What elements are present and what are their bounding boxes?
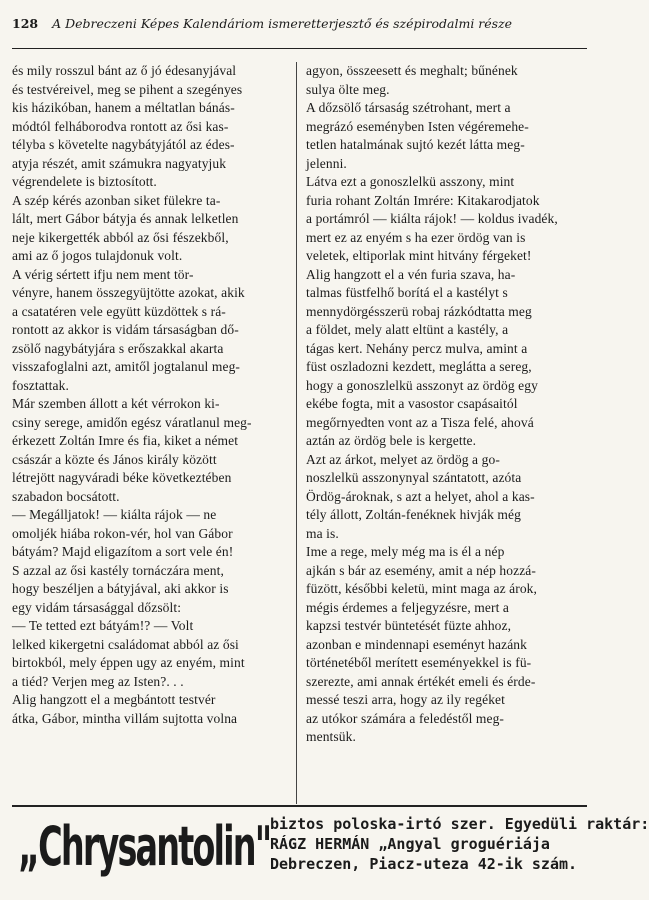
text-line: télyba s követelte nagybátyjától az édes-: [12, 137, 235, 152]
text-line: zsölő nagybátyjára s erőszakkal akarta: [12, 340, 224, 356]
text-line: az utókor számára a feledéstől meg-: [306, 710, 505, 726]
text-line: lált, mert Gábor bátyja és annak lelketlen: [12, 211, 239, 226]
text-line: birtokból, mely éppen ugy az enyém, mint: [12, 655, 245, 670]
right-column: [306, 62, 588, 747]
text-line: S azzal az ősi kastély tornáczára ment,: [12, 562, 224, 578]
text-line: létrejött nagyváradi béke következtében: [12, 470, 232, 485]
page-number: 128: [12, 16, 39, 31]
text-line: — Te tetted ezt bátyám!? — Volt: [12, 618, 194, 633]
text-line: jelenni.: [306, 155, 347, 171]
text-line: a tiéd? Verjen meg az Isten?. . .: [12, 673, 184, 689]
text-line: érkezett Zoltán Imre és fia, kiket a német: [12, 433, 239, 448]
advertisement-line-2: RÁGZ HERMÁN „Angyal groguériája: [270, 835, 550, 853]
text-line: agyon, összeesett és meghalt; bűnének: [306, 63, 518, 78]
text-line: noszlelkü asszonynyal szántatott, azóta: [306, 470, 522, 485]
text-line: veletek, eltiporlak mint hitvány férgeket!: [306, 248, 532, 263]
text-line: messé teszi arra, hogy az ily regéket: [306, 692, 505, 707]
text-line: a csatatéren vele együtt küzdöttek s rá-: [12, 303, 226, 319]
text-line: megrázó eseményben Isten végéremehe-: [306, 118, 529, 134]
text-line: mégis érdemes a feljegyzésre, mert a: [306, 599, 510, 615]
text-line: vényre, hanem összegyüjtötte azokat, akik: [12, 285, 245, 300]
text-line: A szép kérés azonban siket fülekre ta-: [12, 192, 221, 208]
text-line: és testvéreivel, meg se pihent a szegényes: [12, 81, 243, 97]
text-line: hogy a gonoszlelkü asszonyt az ördög egy: [306, 377, 538, 393]
text-line: tágas kert. Nehány percz mulva, amint a: [306, 340, 528, 356]
text-line: és mily rosszul bánt az ő jó édesanyjával: [12, 63, 237, 78]
text-line: füzött, későbbi keletü, mint maga az árok,: [306, 581, 538, 596]
advertisement-text: [270, 814, 649, 874]
text-line: mennydörgésszerü robaj rázkódtatta meg: [306, 303, 532, 319]
text-line: tetlen hatalmának sujtó kezét látta meg-: [306, 137, 525, 152]
text-line: ajkán s bár az esemény, amit a nép hozzá-: [306, 562, 536, 578]
text-line: Már szemben állott a két vérrokon ki-: [12, 396, 220, 411]
text-line: ma is.: [306, 525, 339, 541]
text-line: visszafoglalni azt, amitől jogtalanul meg-: [12, 359, 241, 374]
header-rule: [12, 48, 587, 49]
column-divider: [296, 62, 297, 804]
text-line: mentsük.: [306, 729, 356, 744]
text-line: ekébe fogta, mit a vasostor csapásaitól: [306, 396, 518, 411]
text-line: egy vidám társasággal dőzsölt:: [12, 599, 182, 615]
text-line: Látva ezt a gonoszlelkü asszony, mint: [306, 174, 515, 189]
text-line: csiny serege, amidőn egész váratlanul meg-: [12, 414, 252, 430]
text-line: Ime a rege, mely még ma is él a nép: [306, 544, 505, 559]
text-line: Alig hangzott el a vén furia szava, ha-: [306, 266, 516, 282]
text-line: végrendelete is biztosított.: [12, 174, 157, 189]
text-line: szabadon bocsátott.: [12, 488, 120, 504]
text-line: A vérig sértett ifju nem ment tör-: [12, 266, 194, 282]
text-line: azonban e mindennapi eseményt hazánk: [306, 636, 528, 652]
advertisement-line-1: biztos poloska-irtó szer. Egyedüli raktár:: [270, 815, 649, 833]
text-line: császár a közte és János király között: [12, 451, 217, 467]
text-line: kapzsi testvér büntetését füzte ahhoz,: [306, 618, 512, 633]
text-line: a földet, mely alatt eltünt a kastély, a: [306, 322, 509, 337]
text-line: szerezte, ami annak értékét emeli és érde-: [306, 673, 536, 689]
text-line: bátyám? Majd eligazítom a sort vele én!: [12, 544, 234, 559]
advertisement-brand: „Chrysantolin": [18, 815, 271, 878]
text-line: lelked kikergetni családomat abból az ősi: [12, 636, 239, 652]
left-column: [12, 62, 294, 728]
text-line: Ördög-ároknak, s azt a helyet, ahol a kas-: [306, 488, 535, 504]
text-line: hogy beszéljen a bátyjával, aki akkor is: [12, 581, 229, 596]
text-line: átka, Gábor, mintha villám sujtotta volna: [12, 710, 238, 726]
text-line: sulya ölte meg.: [306, 81, 390, 97]
text-line: tély állott, Zoltán-fenéknek hivják még: [306, 507, 521, 522]
text-line: talmas füstfelhő borítá el a kastélyt s: [306, 285, 508, 300]
text-line: kis házikóban, hanem a méltatlan bánás-: [12, 100, 235, 115]
text-line: rontott az akkor is vidám társaságban dő-: [12, 322, 239, 337]
text-line: A dőzsölő társaság szétrohant, mert a: [306, 100, 511, 115]
text-line: módtól felháborodva rontott az ősi kas-: [12, 118, 229, 134]
text-line: megőrnyedten vont az a Tisza felé, ahová: [306, 414, 534, 430]
text-line: füst oszladozni kezdett, meglátta a sereg,: [306, 359, 532, 374]
advertisement: [12, 812, 649, 892]
text-line: történetéből merített eseményekkel is fü-: [306, 655, 532, 670]
text-line: mert ez az enyém s ha ezer ördög van is: [306, 229, 526, 245]
text-line: Azt az árkot, melyet az ördög a go-: [306, 451, 500, 467]
advertisement-rule: [12, 805, 587, 807]
text-line: furia rohant Zoltán Imrére: Kitakarodjatok: [306, 192, 540, 208]
text-line: neje kikergették abból az ősi fészekből,: [12, 229, 229, 245]
text-line: Alig hangzott el a megbántott testvér: [12, 692, 216, 707]
running-title: A Debreczeni Képes Kalendáriom ismeretterjesztő és szépirodalmi része: [52, 16, 513, 31]
text-line: fosztattak.: [12, 377, 69, 393]
text-line: a portámról — kiálta rájok! — koldus ivadék,: [306, 211, 558, 226]
text-line: ami az ő jogos tulajdonuk volt.: [12, 248, 183, 263]
text-line: aztán az ördög bele is kergette.: [306, 433, 477, 448]
text-line: — Megálljatok! — kiálta rájok — ne: [12, 507, 217, 522]
text-line: atyja részét, amit számukra nagyatyjuk: [12, 155, 227, 171]
text-line: omoljék hiába rokon-vér, hol van Gábor: [12, 525, 233, 541]
advertisement-line-3: Debreczen, Piacz-uteza 42-ik szám.: [270, 855, 578, 873]
page-header: [12, 16, 587, 31]
